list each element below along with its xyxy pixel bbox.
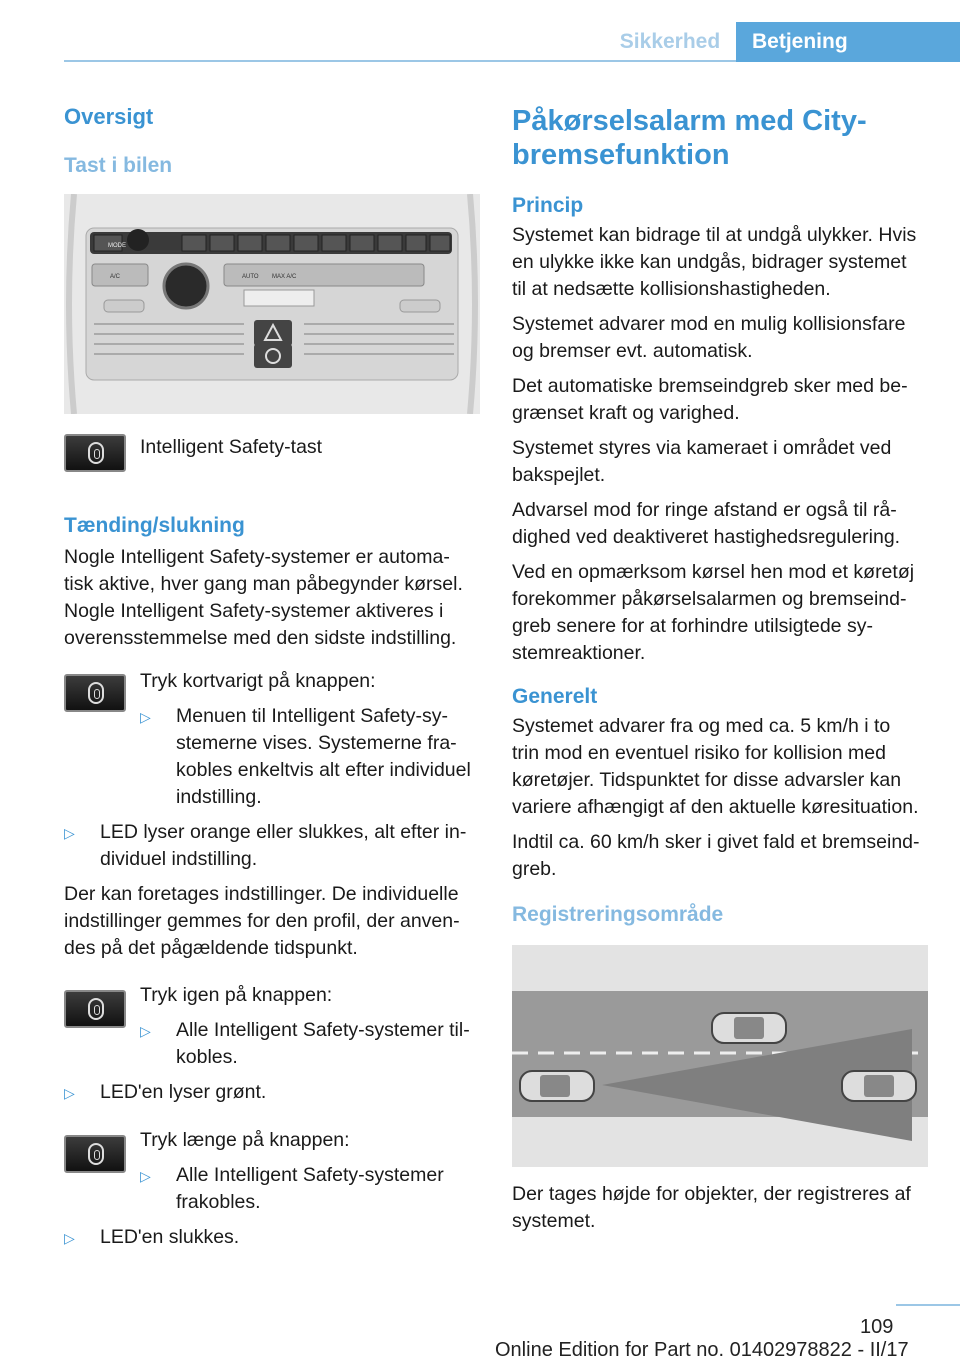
tab-betjening[interactable]: Betjening	[736, 22, 960, 62]
registrering-caption: Der tages højde for objekter, der registreres af systemet.	[512, 1183, 911, 1232]
icon-caption: Intelligent Safety-tast	[140, 436, 323, 458]
led3-bullet-text: LED'en slukkes.	[100, 1226, 240, 1248]
tryk1-text: Tryk kortvarigt på knappen:	[140, 670, 376, 692]
heading-oversigt: Oversigt	[64, 104, 154, 129]
edition-note: Online Edition for Part no. 01402978822 - II/17	[495, 1339, 909, 1361]
safety-button-icon-1	[64, 674, 126, 712]
safety-button-icon-2	[64, 990, 126, 1028]
road-diagram	[512, 945, 928, 1167]
tryk2-text: Tryk igen på knappen:	[140, 984, 333, 1006]
tryk1-row	[64, 668, 480, 819]
paragraph-automatic: Nogle Intelligent Safety-systemer er automa- tisk aktive, hver gang man påbegynder kørsel. Nogle Intelligent Safety-systemer aktiveres i overensstemmelse med den sidste indstilling.	[64, 546, 463, 649]
photo-label-maxac: MAX A/C	[272, 274, 297, 280]
generelt-p2: Indtil ca. 60 km/h sker i givet fald et bremseind- greb.	[512, 831, 920, 880]
princip-p3: Det automatiske bremseindgreb sker med be- grænset kraft og varighed.	[512, 375, 908, 424]
tryk3-row	[64, 1127, 480, 1224]
led1-bullet	[64, 819, 480, 873]
icon-caption-row	[64, 434, 480, 472]
triangle-bullet-icon: ▷	[64, 825, 75, 841]
generelt-p1: Systemet advarer fra og med ca. 5 km/h i to trin mod en eventuel risiko for kollision med køretøjer. Tidspunktet for disse advarsler kan variere afhængigt af den aktuelle køresituation.	[512, 715, 919, 818]
detection-area-illustration	[512, 945, 928, 1167]
led2-bullet-text: LED'en lyser grønt.	[100, 1081, 267, 1103]
triangle-bullet-icon: ▷	[140, 1023, 151, 1039]
heading-princip: Princip	[512, 194, 584, 217]
photo-label-auto: AUTO	[242, 274, 259, 280]
tryk3-bullet-text: Alle Intelligent Safety-systemer frakobles.	[176, 1164, 444, 1213]
tryk2-bullet-text: Alle Intelligent Safety-systemer til- kobles.	[176, 1019, 470, 1068]
section-title: Påkørselsalarm med City- bremsefunktion	[512, 105, 867, 171]
console-photo	[64, 194, 480, 414]
princip-p6: Ved en opmærksom kørsel hen mod et køretøj forekommer påkørselsalarmen og bremseind- greb senere for at forhindre utilsigtede sy- stemreaktioner.	[512, 561, 915, 664]
photo-label-mode: MODE	[108, 243, 126, 249]
princip-p5: Advarsel mod for ringe afstand er også til rå- dighed ved deaktiveret hastighedsregulering.	[512, 499, 901, 548]
tryk1-bullet-text: Menuen til Intelligent Safety-sy- stemerne vises. Systemerne fra- kobles enkeltvis alt efter individuel indstilling.	[176, 705, 471, 808]
console-illustration	[64, 194, 480, 414]
right-column	[512, 100, 932, 1243]
heading-taending: Tænding/slukning	[64, 514, 245, 537]
tryk2-row	[64, 982, 480, 1079]
heading-tast-i-bilen: Tast i bilen	[64, 154, 173, 177]
car-front	[712, 1013, 786, 1043]
triangle-bullet-icon: ▷	[140, 1168, 151, 1184]
car-ego	[520, 1071, 594, 1101]
princip-p2: Systemet advarer mod en mulig kollisionsfare og bremser evt. automatisk.	[512, 313, 906, 362]
page-number: 109	[860, 1316, 894, 1338]
heading-registreringsomraade: Registreringsområde	[512, 903, 724, 926]
triangle-bullet-icon: ▷	[64, 1085, 75, 1101]
tryk1-bullet	[140, 703, 480, 811]
tryk2-bullet	[140, 1017, 480, 1071]
tryk3-bullet	[140, 1162, 480, 1216]
photo-label-ac: A/C	[110, 274, 121, 280]
triangle-bullet-icon: ▷	[64, 1230, 75, 1246]
heading-generelt: Generelt	[512, 685, 598, 708]
paragraph-settings: Der kan foretages indstillinger. De individuelle indstillinger gemmes for den profil, der anven- des på det pågældende tidspunkt.	[64, 883, 460, 959]
intelligent-safety-button-icon	[64, 434, 126, 472]
led1-bullet-text: LED lyser orange eller slukkes, alt efter in- dividuel indstilling.	[100, 821, 467, 870]
car-ahead	[842, 1071, 916, 1101]
princip-p4: Systemet styres via kameraet i området ved bakspejlet.	[512, 437, 892, 486]
safety-button-icon-3	[64, 1135, 126, 1173]
led3-bullet	[64, 1224, 480, 1252]
princip-p1: Systemet kan bidrage til at undgå ulykker. Hvis en ulykke ikke kan undgås, bidrager systemet til at nedsætte kollisionshastigheden.	[512, 224, 917, 300]
left-column	[64, 100, 480, 1260]
led2-bullet	[64, 1079, 480, 1107]
tryk3-text: Tryk længe på knappen:	[140, 1129, 350, 1151]
footer-rule	[896, 1304, 960, 1306]
tab-sikkerhed[interactable]: Sikkerhed	[619, 30, 721, 53]
triangle-bullet-icon: ▷	[140, 709, 151, 725]
